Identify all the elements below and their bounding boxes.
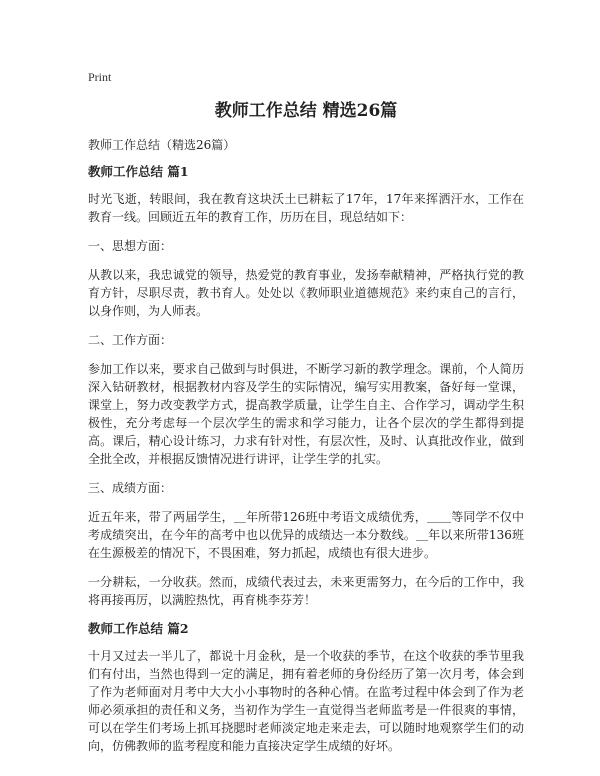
document-subtitle: 教师工作总结（精选26篇） (88, 138, 236, 152)
section-heading: 教师工作总结 篇1 (88, 164, 189, 179)
paragraph: 从教以来，我忠诚党的领导，热爱党的教育事业，发扬奉献精神，严格执行党的教育方针，尽职尽责，教书育人。处处以《教师职业道德规范》来约束自己的言行，以身作则，为人师表。 (88, 268, 524, 318)
document-title: 教师工作总结 精选26篇 (214, 101, 398, 121)
section-heading: 教师工作总结 篇2 (88, 621, 189, 636)
paragraph: 近五年来，带了两届学生，＿年所带126班中考语文成绩优秀，＿＿等同学不仅中考成绩突出，在今年的高考中也以优异的成绩达一本分数线。＿年以来所带136班在生源极差的情况下，不畏困难，努力抓起，成绩也有很大进步。 (88, 510, 524, 560)
paragraph: 时光飞逝，转眼间，我在教育这块沃土已耕耘了17年，17年来挥洒汗水，工作在教育一线。回顾近五年的教育工作，历历在目，现总结如下： (88, 192, 524, 224)
paragraph: 十月又过去一半儿了，都说十月金秋，是一个收获的季节，在这个收获的季节里我们有付出，当然也得到一定的满足，拥有着老师的身份经历了第一次月考，体会到了作为老师面对月考中大大小小事物时的各种心情。在监考过程中体会到了作为老师必须承担的责任和义务，当初作为学生一直觉得当老师监考是一件很爽的事情，可以在学生们考场上抓耳挠腮时老师淡定地走来走去，可以随时地观察学生们的动向，仿佛教师的监考程度和能力直接决定学生成绩的好坏。 (88, 649, 524, 753)
print-link[interactable]: Print (88, 70, 112, 84)
subheading-achievement: 三、成绩方面： (88, 481, 173, 495)
paragraph: 参加工作以来，要求自己做到与时俱进，不断学习新的教学理念。课前，个人简历深入钻研教材，根据教材内容及学生的实际情况，编写实用教案，备好每一堂课，课堂上，努力改变教学方式，提高教学质量，让学生自主、合作学习，调动学生积极性，充分考虑每一个层次学生的需求和学习能力，让各个层次的学生都得到提高。课后，精心设计练习，力求有针对性，有层次性，及时、认真批改作业，做到全批全改，并根据反馈情况进行讲评，让学生学的扎实。 (88, 362, 524, 466)
subheading-work: 二、工作方面： (88, 333, 173, 347)
paragraph: 一分耕耘，一分收获。然而，成绩代表过去，未来更需努力，在今后的工作中，我将再接再厉，以满腔热忱，再育桃李芬芳！ (88, 575, 524, 607)
document-page (88, 66, 524, 766)
subheading-thought: 一、思想方面： (88, 239, 173, 253)
